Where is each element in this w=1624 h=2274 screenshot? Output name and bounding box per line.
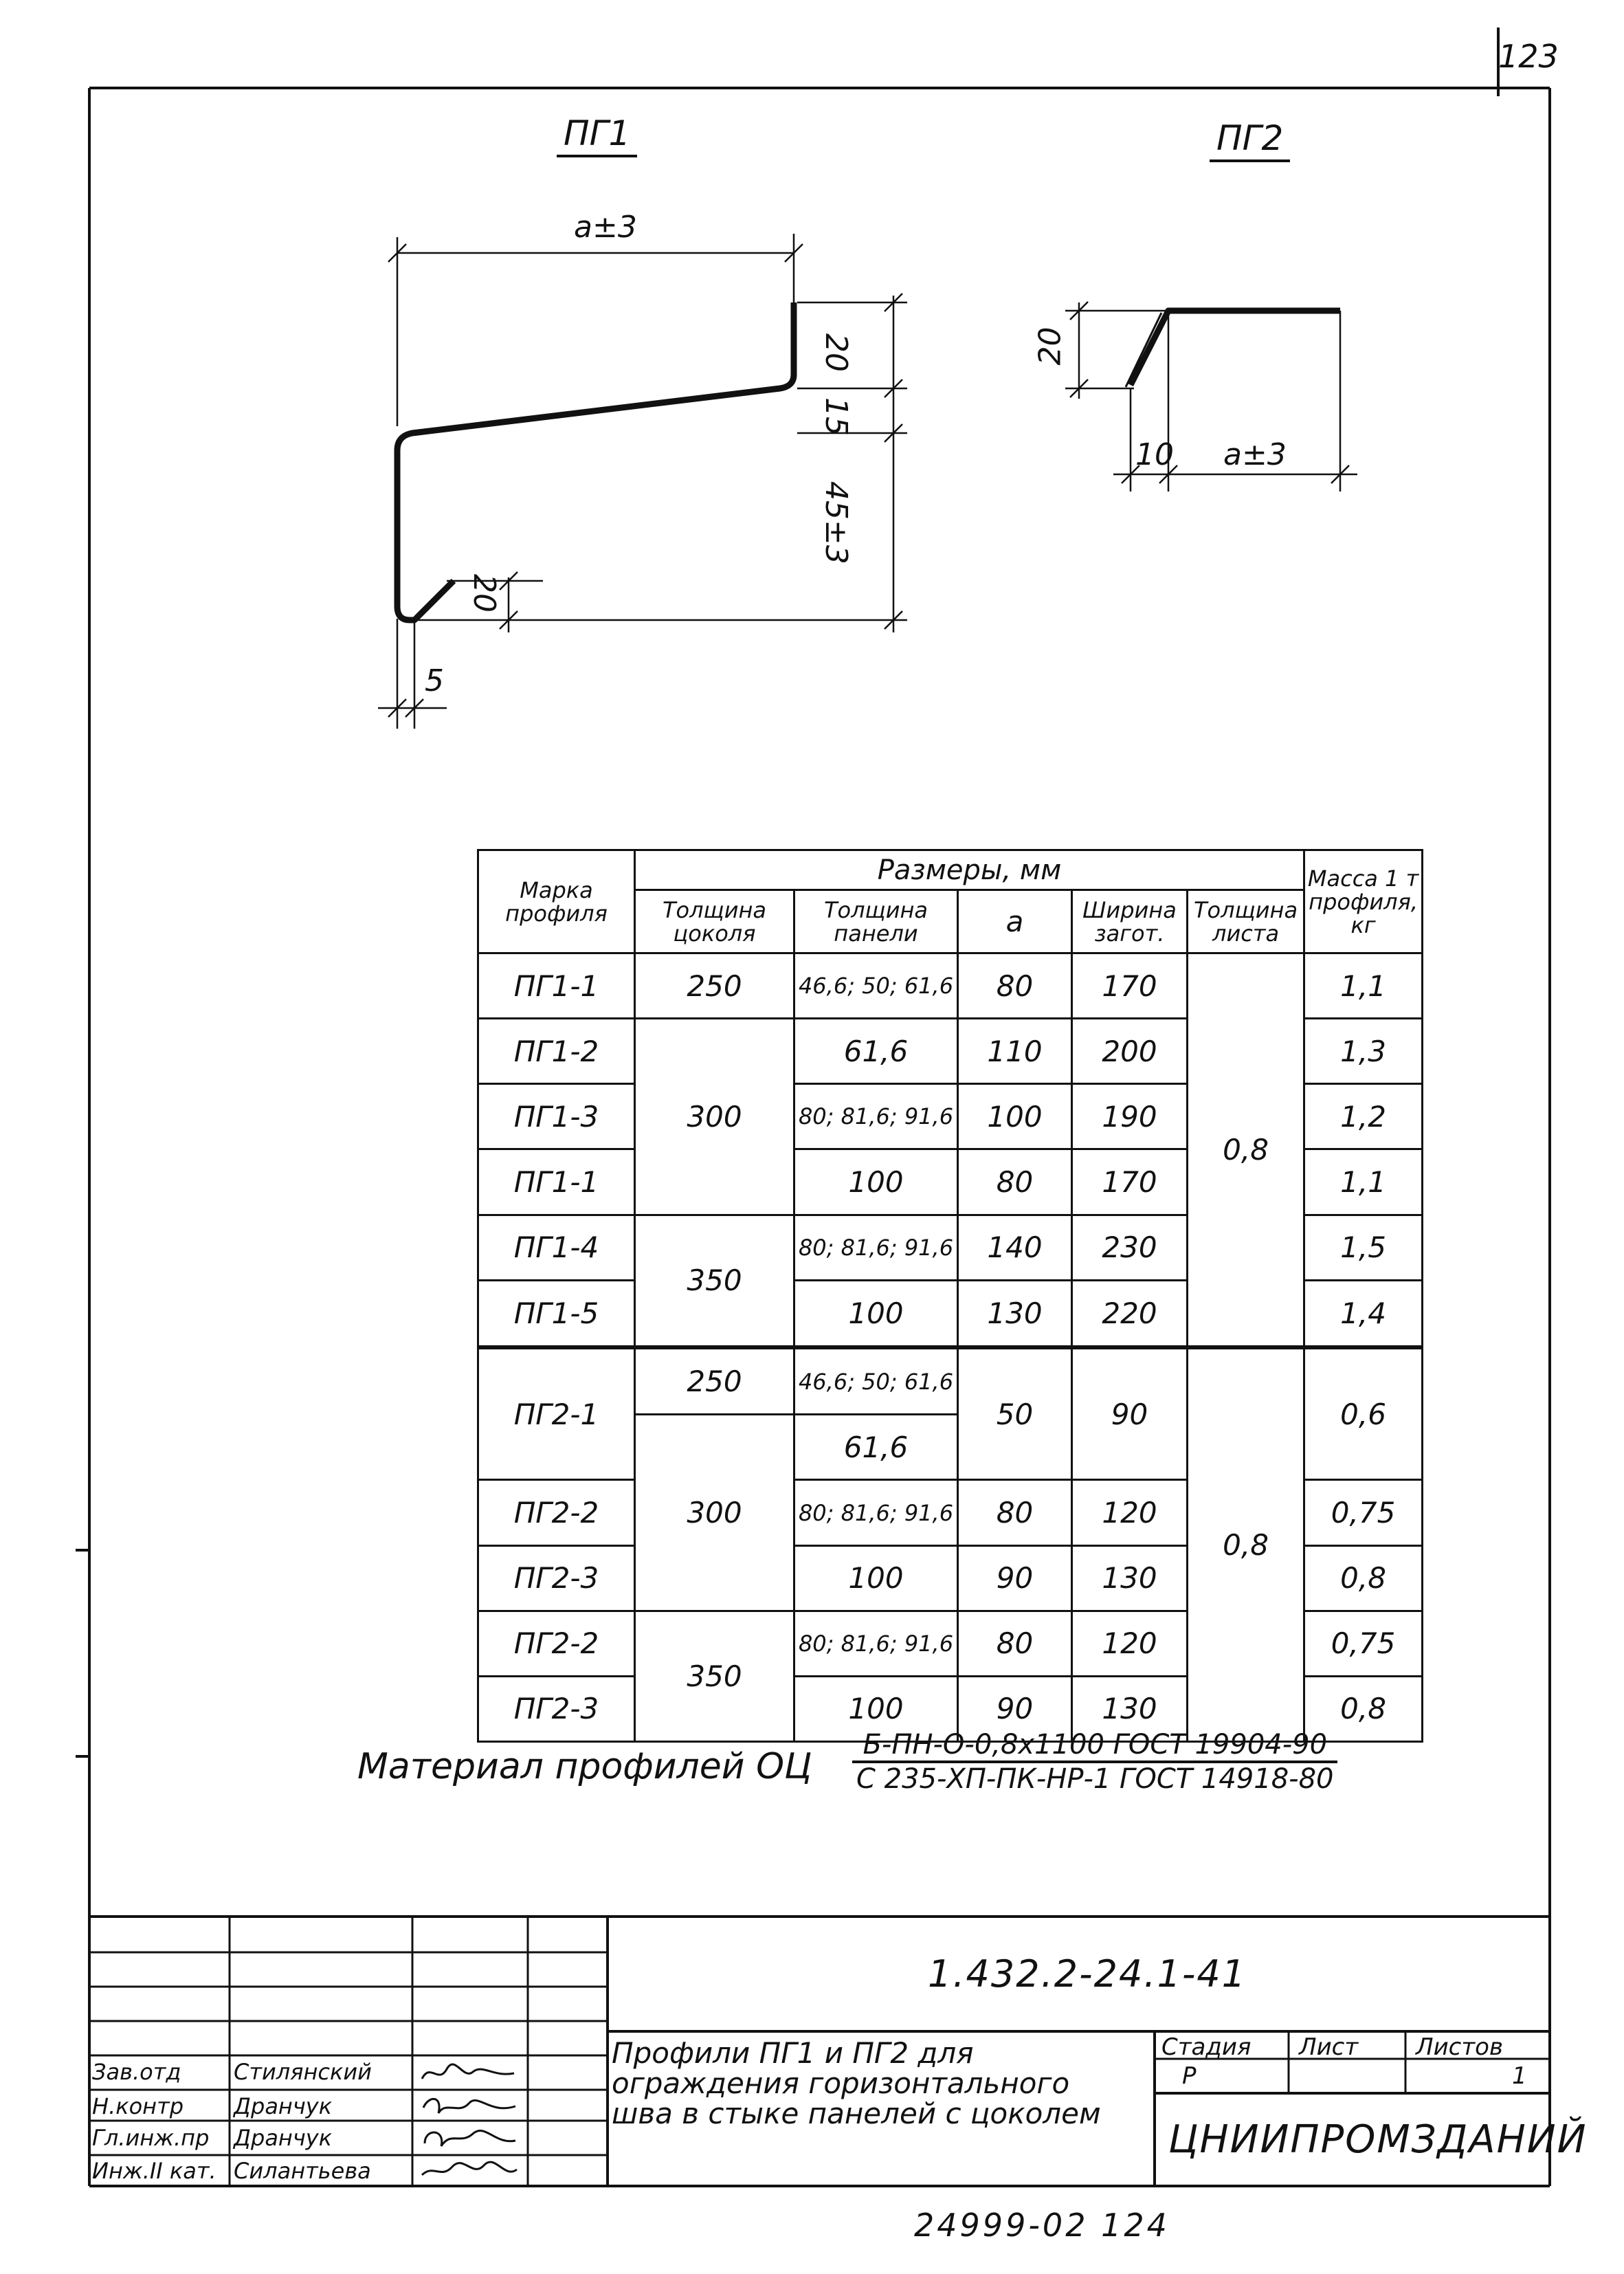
- person-name: Стилянский: [234, 2059, 372, 2085]
- table-row-width: 220: [1072, 1280, 1188, 1347]
- table-row-panel: 100: [794, 1676, 958, 1741]
- signature: [418, 2159, 521, 2185]
- table-row-mark: ПГ1-1: [478, 1149, 635, 1215]
- person-role: Зав.отд: [92, 2059, 181, 2085]
- drawing-title: Профили ПГ1 и ПГ2 для ограждения горизонтального шва в стыке панелей с цоколем: [612, 2036, 1101, 2130]
- pg1-dim-gap: 5: [425, 663, 444, 698]
- table-row-a: 80: [958, 1480, 1072, 1545]
- table-row-mass: 0,8: [1304, 1545, 1423, 1611]
- sheet-number: 123: [1498, 38, 1559, 75]
- person-name: Силантьева: [234, 2158, 371, 2184]
- person-role: Гл.инж.пр: [92, 2125, 210, 2151]
- stage-label: Стадия: [1161, 2033, 1252, 2061]
- header-mass: Масса 1 т профиля, кг: [1304, 850, 1423, 953]
- table-row-mark: ПГ1-5: [478, 1280, 635, 1347]
- table-row-mass: 1,5: [1304, 1215, 1423, 1280]
- table-row-mass: 1,2: [1304, 1084, 1423, 1149]
- header-sheet: Толщина листа: [1188, 890, 1304, 953]
- header-panel: Толщина панели: [794, 890, 958, 953]
- sheet-label: Лист: [1299, 2033, 1359, 2061]
- pg1-dim-h2: 15: [819, 397, 854, 436]
- table-row-width: 170: [1072, 1149, 1188, 1215]
- table-row-mass: 1,1: [1304, 953, 1423, 1019]
- table-row-panel: 80; 81,6; 91,6: [794, 1084, 958, 1149]
- material-denominator: С 235-ХП-ПК-НР-1 ГОСТ 14918-80: [856, 1763, 1334, 1795]
- table-row-panel: 100: [794, 1149, 958, 1215]
- pg1-dim-h3: 45±3: [819, 481, 854, 564]
- signature: [418, 2126, 521, 2152]
- signature: [418, 2094, 521, 2120]
- person-name: Дранчук: [234, 2125, 333, 2151]
- material-spec: [852, 1729, 1337, 1795]
- table-row-mark: ПГ2-2: [478, 1480, 635, 1545]
- table-row-a: 130: [958, 1280, 1072, 1347]
- table-row-width: 120: [1072, 1480, 1188, 1545]
- person-role: Н.контр: [92, 2093, 184, 2119]
- table-row-width: 120: [1072, 1611, 1188, 1676]
- table-row-mark: ПГ2-2: [478, 1611, 635, 1676]
- archive-number: 24999-02 124: [914, 2207, 1170, 2244]
- table-row-a: 80: [958, 1149, 1072, 1215]
- table-row-mass: 0,8: [1304, 1676, 1423, 1741]
- header-width: Ширина загот.: [1072, 890, 1188, 953]
- sheets-label: Листов: [1416, 2033, 1504, 2061]
- table-row-panel: 61,6: [794, 1019, 958, 1084]
- person-name: Дранчук: [234, 2093, 333, 2119]
- table-row-mark: ПГ1-3: [478, 1084, 635, 1149]
- table-row-width: 170: [1072, 953, 1188, 1019]
- header-plinth: Толщина цоколя: [635, 890, 794, 953]
- table-row-panel: 46,6; 50; 61,6: [794, 1347, 958, 1415]
- table-row-mass: 0,6: [1304, 1347, 1423, 1480]
- table-row-mark: ПГ1-4: [478, 1215, 635, 1280]
- table-row-panel: 80; 81,6; 91,6: [794, 1215, 958, 1280]
- header-mark: Марка профиля: [478, 850, 635, 953]
- table-row-mark: ПГ2-3: [478, 1545, 635, 1611]
- pg1-title: ПГ1: [557, 113, 637, 157]
- signature: [418, 2060, 521, 2086]
- table-row-panel: 61,6: [794, 1415, 958, 1480]
- table-row-mass: 0,75: [1304, 1611, 1423, 1676]
- table-row-mass: 1,1: [1304, 1149, 1423, 1215]
- table-row-a: 100: [958, 1084, 1072, 1149]
- table-row-panel: 80; 81,6; 91,6: [794, 1480, 958, 1545]
- table-row-a: 90: [958, 1676, 1072, 1741]
- table-row-plinth: 350: [635, 1215, 794, 1347]
- table-row-panel: 100: [794, 1280, 958, 1347]
- table-row-panel: 100: [794, 1545, 958, 1611]
- table-row-a: 90: [958, 1545, 1072, 1611]
- sheet-thickness-pg1: 0,8: [1188, 953, 1304, 1347]
- table-row-plinth: 250: [635, 1347, 794, 1415]
- profile-spec-table: [477, 849, 1423, 1743]
- table-row-plinth: 250: [635, 953, 794, 1019]
- table-row-width: 130: [1072, 1676, 1188, 1741]
- sheet-thickness-pg2: 0,8: [1188, 1347, 1304, 1742]
- table-row-width: 90: [1072, 1347, 1188, 1480]
- table-row-panel: 80; 81,6; 91,6: [794, 1611, 958, 1676]
- table-row-a: 110: [958, 1019, 1072, 1084]
- table-row-plinth: 300: [635, 1019, 794, 1215]
- material-label: Материал профилей ОЦ: [357, 1746, 812, 1787]
- table-row-plinth: 350: [635, 1611, 794, 1741]
- pg2-dim-w2: a±3: [1223, 437, 1287, 472]
- table-row-mark: ПГ1-2: [478, 1019, 635, 1084]
- table-row-mark: ПГ2-3: [478, 1676, 635, 1741]
- table-row-mark: ПГ2-1: [478, 1347, 635, 1480]
- table-row-a: 50: [958, 1347, 1072, 1480]
- pg2-dim-h: 20: [1032, 327, 1068, 366]
- table-row-width: 230: [1072, 1215, 1188, 1280]
- pg1-dim-top: a±3: [574, 210, 637, 245]
- table-row-mass: 1,4: [1304, 1280, 1423, 1347]
- pg1-dim-lip: 20: [467, 574, 502, 612]
- organization: ЦНИИПРОМЗДАНИЙ: [1168, 2117, 1588, 2162]
- header-a: a: [958, 890, 1072, 953]
- person-role: Инж.II кат.: [92, 2158, 216, 2184]
- table-row-a: 140: [958, 1215, 1072, 1280]
- table-row-mass: 0,75: [1304, 1480, 1423, 1545]
- pg2-profile: [1065, 302, 1357, 492]
- table-row-panel: 46,6; 50; 61,6: [794, 953, 958, 1019]
- stage-value: Р: [1182, 2062, 1197, 2090]
- pg1-dim-h1: 20: [819, 333, 854, 372]
- sheets-value: 1: [1512, 2062, 1527, 2090]
- table-row-a: 80: [958, 953, 1072, 1019]
- table-row-mark: ПГ1-1: [478, 953, 635, 1019]
- table-row-width: 130: [1072, 1545, 1188, 1611]
- table-row-width: 200: [1072, 1019, 1188, 1084]
- document-number: 1.432.2-24.1-41: [928, 1952, 1247, 1996]
- pg2-title: ПГ2: [1210, 118, 1290, 162]
- header-sizes: Размеры, мм: [635, 850, 1304, 890]
- pg2-dim-w1: 10: [1135, 437, 1174, 472]
- table-row-plinth: 300: [635, 1415, 794, 1611]
- table-row-mass: 1,3: [1304, 1019, 1423, 1084]
- table-row-a: 80: [958, 1611, 1072, 1676]
- table-row-width: 190: [1072, 1084, 1188, 1149]
- material-numerator: Б-ПН-О-0,8х1100 ГОСТ 19904-90: [852, 1729, 1337, 1763]
